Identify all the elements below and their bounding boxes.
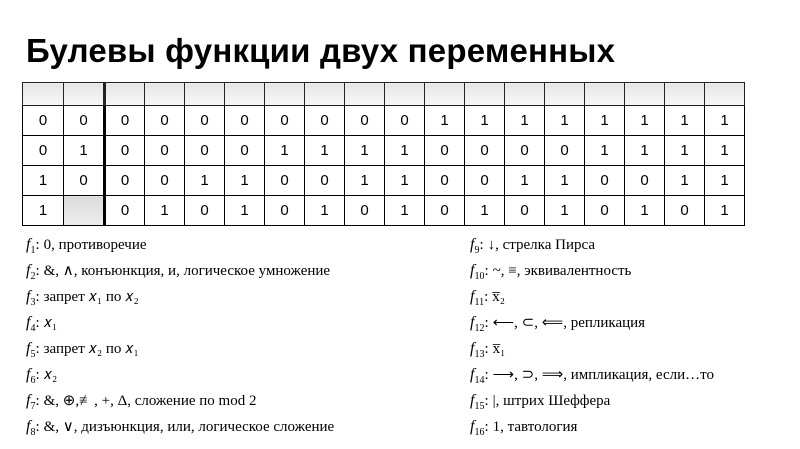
- function-index: 8: [30, 427, 36, 439]
- table-cell: 0: [305, 166, 345, 196]
- table-cell: 0: [145, 166, 185, 196]
- colon: :: [35, 419, 40, 435]
- table-cell: 1: [305, 136, 345, 166]
- table-cell: 0: [64, 166, 105, 196]
- function-item: [470, 284, 714, 310]
- table-header-cell: [23, 83, 64, 106]
- table-cell: 0: [23, 106, 64, 136]
- table-header-cell: [545, 83, 585, 106]
- function-index: 2: [30, 271, 36, 283]
- table-cell: 0: [345, 196, 385, 226]
- function-name: [470, 262, 485, 283]
- table-row: [23, 136, 745, 166]
- function-item: [470, 336, 714, 362]
- colon: :: [484, 393, 489, 409]
- function-index: 7: [30, 401, 36, 413]
- function-item: [470, 362, 714, 388]
- function-description: запрет 𝑥₁ по 𝑥₂: [43, 289, 139, 305]
- table-header-cell: [145, 83, 185, 106]
- table-cell: 1: [705, 106, 745, 136]
- function-description: ~, ≡, эквивалентность: [492, 263, 632, 279]
- table-cell: 1: [385, 136, 425, 166]
- colon: :: [484, 315, 489, 331]
- table-cell: 0: [185, 136, 225, 166]
- table-cell: 0: [225, 106, 265, 136]
- colon: :: [479, 237, 484, 253]
- table-cell: 1: [385, 196, 425, 226]
- function-name: [470, 288, 485, 309]
- table-cell: 1: [665, 166, 705, 196]
- function-description: ⟵, ⊂, ⟸, репликация: [492, 315, 646, 331]
- table-cell: 0: [585, 166, 625, 196]
- colon: :: [35, 289, 40, 305]
- table-header-cell: [385, 83, 425, 106]
- function-item: [26, 336, 334, 362]
- table-cell: 0: [23, 136, 64, 166]
- table-cell: 0: [465, 136, 505, 166]
- table-header-row: [23, 83, 745, 106]
- table-header-cell: [585, 83, 625, 106]
- table-header-cell: [705, 83, 745, 106]
- function-item: [470, 388, 714, 414]
- table-row: [23, 166, 745, 196]
- function-letter: f: [26, 392, 31, 409]
- function-index: 16: [474, 427, 485, 439]
- function-letter: f: [470, 314, 475, 331]
- function-index: 6: [30, 375, 36, 387]
- table-cell: 0: [305, 106, 345, 136]
- function-index: 4: [30, 323, 36, 335]
- table-cell: 0: [425, 166, 465, 196]
- function-letter: f: [26, 262, 31, 279]
- table-cell: 0: [425, 196, 465, 226]
- table-cell: 0: [105, 106, 145, 136]
- table-cell: 1: [385, 166, 425, 196]
- function-index: 15: [474, 401, 485, 413]
- function-description: 0, противоречие: [43, 237, 147, 253]
- table-cell: 0: [265, 106, 305, 136]
- function-description: &, ⊕,≢, +, Δ, сложение по mod 2: [43, 393, 257, 409]
- function-item: [470, 232, 714, 258]
- function-item: [470, 414, 714, 440]
- table-header-cell: [665, 83, 705, 106]
- function-index: 3: [30, 297, 36, 309]
- function-index: 5: [30, 349, 36, 361]
- function-name: [470, 366, 485, 387]
- table-cell: 0: [145, 136, 185, 166]
- table-cell: 0: [185, 106, 225, 136]
- colon: :: [35, 393, 40, 409]
- function-item: [470, 310, 714, 336]
- table-header-cell: [265, 83, 305, 106]
- table-header-cell: [105, 83, 145, 106]
- function-description: 𝑥₁: [43, 315, 58, 331]
- function-index: 10: [474, 271, 485, 283]
- colon: :: [35, 341, 40, 357]
- table-cell: 0: [345, 106, 385, 136]
- table-cell: 0: [265, 166, 305, 196]
- function-name: [470, 314, 485, 335]
- function-description: ↓, стрелка Пирса: [487, 237, 595, 253]
- table-cell: 1: [625, 196, 665, 226]
- colon: :: [484, 263, 489, 279]
- table-cell: 1: [505, 106, 545, 136]
- table-cell: 1: [625, 136, 665, 166]
- table-cell: 1: [23, 166, 64, 196]
- function-name: [470, 340, 485, 361]
- table-cell: 1: [705, 196, 745, 226]
- function-letter: f: [470, 418, 475, 435]
- page-title: Булевы функции двух переменных: [26, 32, 616, 69]
- table-cell: 1: [23, 196, 64, 226]
- colon: :: [35, 367, 40, 383]
- table-header-cell: [64, 83, 105, 106]
- table-cell: 0: [385, 106, 425, 136]
- table-cell: 1: [425, 106, 465, 136]
- function-name: [470, 418, 485, 439]
- function-item: [26, 388, 334, 414]
- table-cell: 0: [145, 106, 185, 136]
- table-cell: 1: [625, 106, 665, 136]
- function-letter: f: [470, 288, 475, 305]
- function-description: 𝑥₂: [43, 367, 58, 383]
- function-letter: f: [26, 236, 31, 253]
- function-item: [26, 310, 334, 336]
- table-cell: 0: [505, 196, 545, 226]
- table-cell: 0: [105, 196, 145, 226]
- function-letter: f: [26, 418, 31, 435]
- function-letter: f: [470, 262, 475, 279]
- table-cell: 1: [585, 136, 625, 166]
- table-cell: 1: [465, 106, 505, 136]
- function-description: ⟶, ⊃, ⟹, импликация, если…то: [492, 367, 714, 383]
- table-cell: 0: [185, 196, 225, 226]
- table-cell: 1: [585, 106, 625, 136]
- function-name: [470, 392, 485, 413]
- function-letter: f: [26, 314, 31, 331]
- function-letter: f: [470, 392, 475, 409]
- function-description: 1, тавтология: [492, 419, 578, 435]
- table-cell: 1: [705, 166, 745, 196]
- function-list-right: [470, 232, 714, 440]
- table-cell: 0: [665, 196, 705, 226]
- table-cell: 1: [705, 136, 745, 166]
- function-item: [26, 362, 334, 388]
- function-index: 11: [474, 297, 485, 309]
- function-index: 13: [474, 349, 485, 361]
- truth-table: [22, 82, 745, 226]
- colon: :: [484, 367, 489, 383]
- table-cell: 1: [665, 136, 705, 166]
- table-cell: 1: [545, 106, 585, 136]
- function-item: [26, 284, 334, 310]
- table-cell: 1: [345, 136, 385, 166]
- function-description: запрет 𝑥₂ по 𝑥₁: [43, 341, 139, 357]
- table-row: [23, 196, 745, 226]
- table-cell: 0: [64, 106, 105, 136]
- table-cell: [64, 196, 105, 226]
- function-description: &, ∧, конъюнкция, и, логическое умножение: [43, 263, 331, 279]
- table-cell: 1: [345, 166, 385, 196]
- function-description: x̅₂: [492, 289, 505, 305]
- function-item: [26, 232, 334, 258]
- table-cell: 0: [505, 136, 545, 166]
- table-cell: 0: [465, 166, 505, 196]
- table-cell: 0: [625, 166, 665, 196]
- table-cell: 0: [585, 196, 625, 226]
- table-cell: 1: [305, 196, 345, 226]
- function-letter: f: [470, 236, 475, 253]
- colon: :: [484, 419, 489, 435]
- function-index: 12: [474, 323, 485, 335]
- function-item: [26, 258, 334, 284]
- table-cell: 1: [185, 166, 225, 196]
- table-cell: 0: [105, 136, 145, 166]
- function-letter: f: [26, 366, 31, 383]
- table-header-cell: [425, 83, 465, 106]
- table-cell: 0: [105, 166, 145, 196]
- table-cell: 1: [505, 166, 545, 196]
- table-header-cell: [305, 83, 345, 106]
- table-cell: 1: [665, 106, 705, 136]
- table-cell: 1: [145, 196, 185, 226]
- function-index: 1: [30, 245, 36, 257]
- table-header-cell: [225, 83, 265, 106]
- colon: :: [484, 289, 489, 305]
- function-description: &, ∨, дизъюнкция, или, логическое сложение: [43, 419, 335, 435]
- table-header-cell: [345, 83, 385, 106]
- colon: :: [35, 263, 40, 279]
- table-cell: 1: [64, 136, 105, 166]
- table-cell: 1: [545, 196, 585, 226]
- table-cell: 0: [545, 136, 585, 166]
- colon: :: [35, 315, 40, 331]
- function-letter: f: [26, 288, 31, 305]
- function-index: 14: [474, 375, 485, 387]
- function-description: |, штрих Шеффера: [492, 393, 611, 409]
- table-cell: 1: [545, 166, 585, 196]
- table-row: [23, 106, 745, 136]
- function-item: [26, 414, 334, 440]
- table-header-cell: [185, 83, 225, 106]
- function-letter: f: [470, 366, 475, 383]
- colon: :: [35, 237, 40, 253]
- table-cell: 0: [425, 136, 465, 166]
- table-cell: 1: [265, 136, 305, 166]
- table-cell: 1: [225, 196, 265, 226]
- table-header-cell: [465, 83, 505, 106]
- table-header-cell: [625, 83, 665, 106]
- function-description: x̅₁: [492, 341, 506, 357]
- function-list-left: [26, 232, 334, 440]
- table-cell: 1: [465, 196, 505, 226]
- function-letter: f: [470, 340, 475, 357]
- function-index: 9: [474, 245, 480, 257]
- table-cell: 0: [265, 196, 305, 226]
- function-letter: f: [26, 340, 31, 357]
- table-header-cell: [505, 83, 545, 106]
- table-cell: 0: [225, 136, 265, 166]
- function-item: [470, 258, 714, 284]
- table-cell: 1: [225, 166, 265, 196]
- colon: :: [484, 341, 489, 357]
